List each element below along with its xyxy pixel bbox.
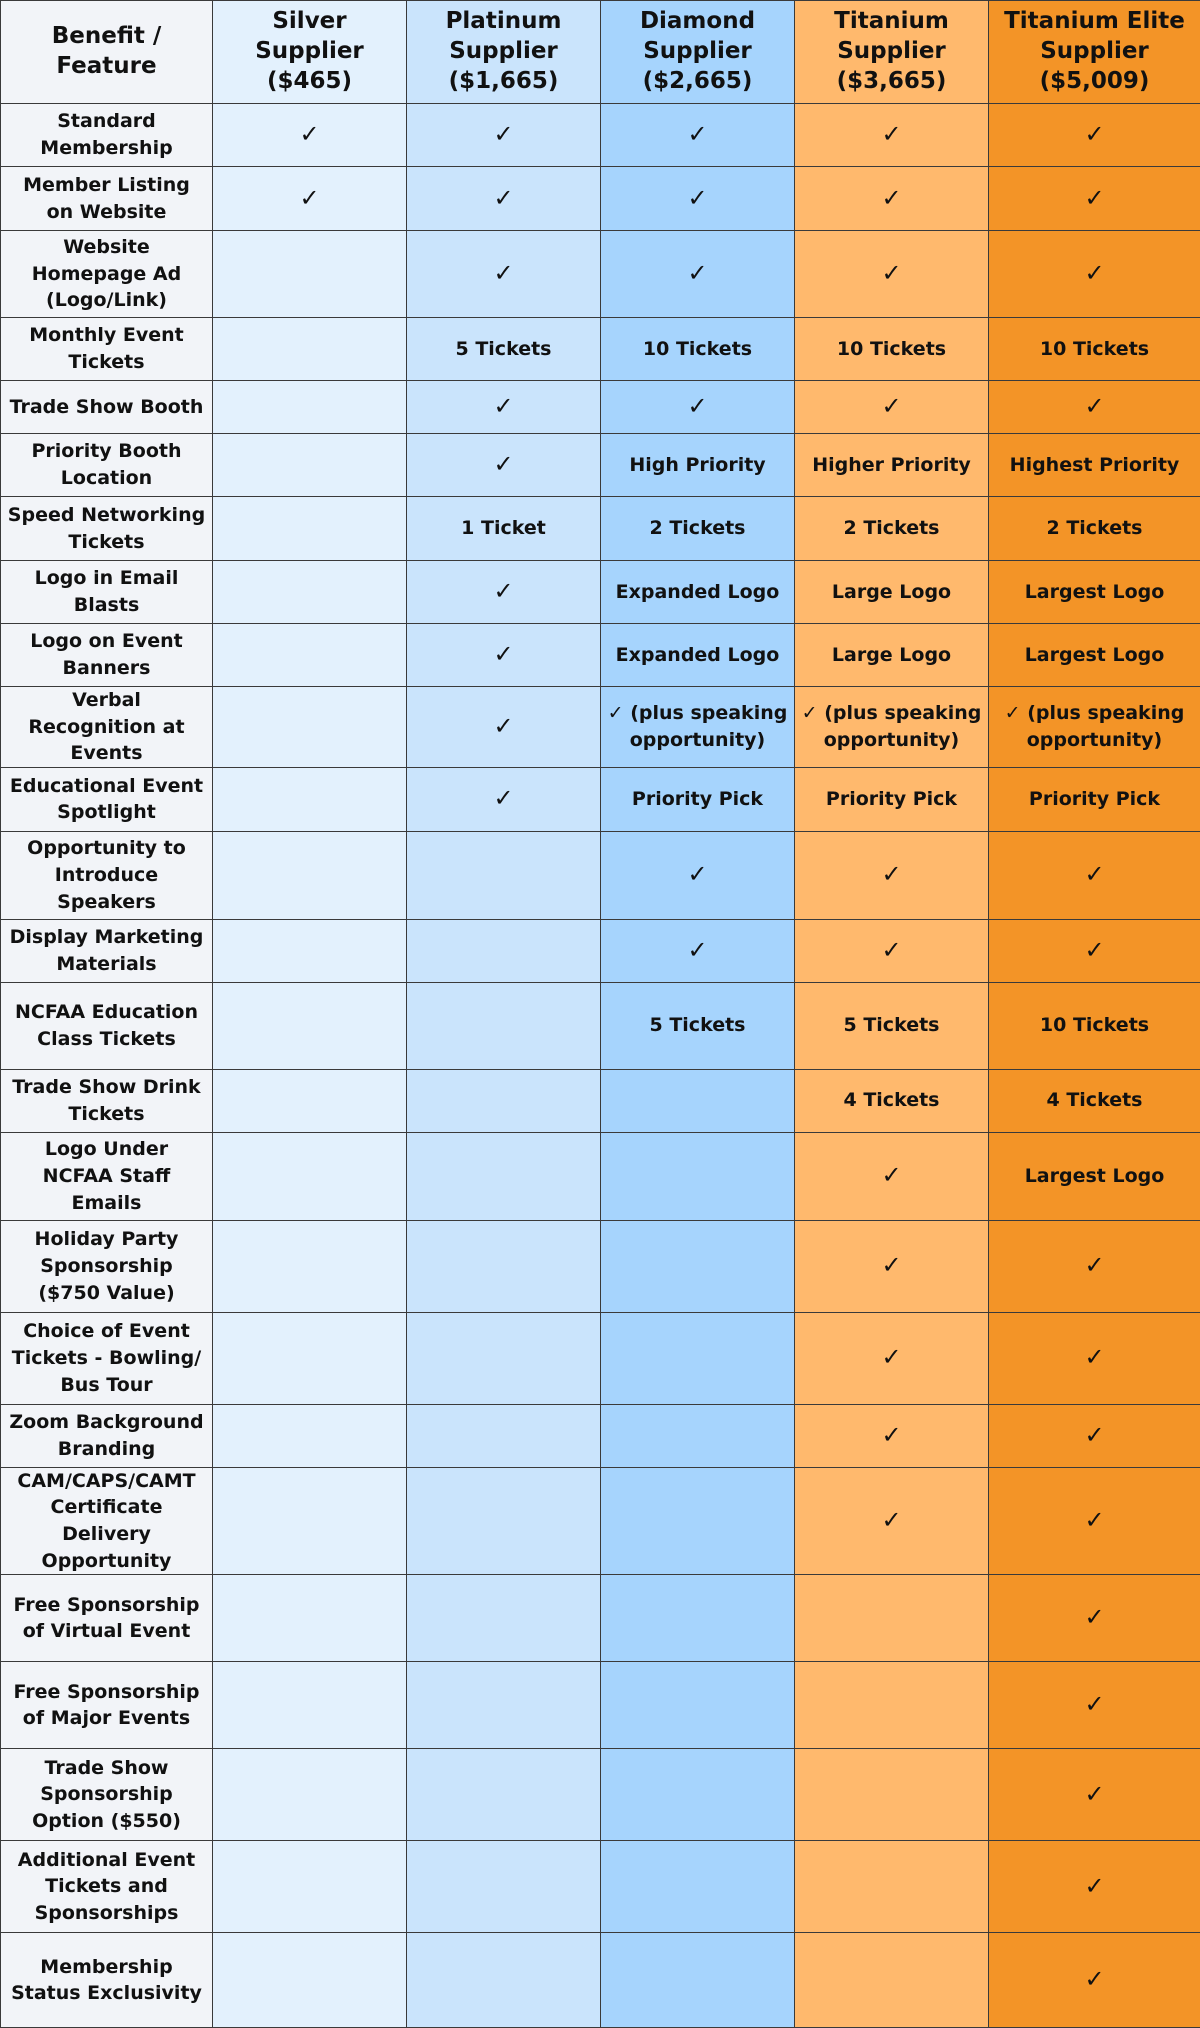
silver-cell [213,1220,407,1312]
titanium-elite-cell: Priority Pick [989,767,1200,831]
titanium-elite-cell: Largest Logo [989,1132,1200,1220]
benefit-label: Trade Show Booth [1,381,213,434]
diamond-cell: 5 Tickets [601,982,795,1069]
titanium-elite-cell: 10 Tickets [989,982,1200,1069]
benefit-label: Trade Show Sponsorship Option ($550) [1,1749,213,1841]
titanium-cell: ✓ [795,1404,989,1467]
titanium-cell: ✓ [795,231,989,318]
benefit-label: NCFAA Education Class Tickets [1,982,213,1069]
header-row [1,1,1200,104]
titanium-elite-cell: ✓ [989,1749,1200,1841]
platinum-cell [407,1662,601,1749]
titanium-cell: ✓ [795,381,989,434]
table-row [1,561,1200,624]
diamond-cell [601,1933,795,2028]
benefit-label: Opportunity to Introduce Speakers [1,831,213,919]
diamond-cell [601,1312,795,1404]
silver-cell [213,1312,407,1404]
table-row [1,1933,1200,2028]
platinum-cell [407,1069,601,1132]
benefit-label: Logo Under NCFAA Staff Emails [1,1132,213,1220]
platinum-cell: ✓ [407,434,601,497]
titanium-cell [795,1933,989,2028]
benefit-label: Website Homepage Ad (Logo/Link) [1,231,213,318]
titanium-cell: ✓ [795,831,989,919]
table-row [1,434,1200,497]
diamond-cell [601,1132,795,1220]
table-row [1,1662,1200,1749]
silver-cell [213,561,407,624]
platinum-cell [407,919,601,982]
silver-cell [213,1132,407,1220]
silver-cell [213,687,407,768]
platinum-cell: ✓ [407,767,601,831]
titanium-cell [795,1575,989,1662]
titanium-cell: 10 Tickets [795,318,989,381]
titanium-elite-cell: ✓ [989,1312,1200,1404]
titanium-elite-cell: ✓ [989,1841,1200,1933]
table-row [1,381,1200,434]
header-titanium-elite-supplier: Titanium Elite Supplier ($5,009) [989,1,1200,104]
silver-cell [213,434,407,497]
titanium-elite-cell: ✓ [989,1404,1200,1467]
diamond-cell [601,1220,795,1312]
table-body [1,104,1200,2028]
benefit-label: Zoom Background Branding [1,1404,213,1467]
platinum-cell [407,1220,601,1312]
platinum-cell: ✓ [407,561,601,624]
silver-cell [213,1662,407,1749]
benefit-label: Standard Membership [1,104,213,167]
diamond-cell: ✓ [601,104,795,167]
silver-cell [213,497,407,561]
diamond-cell [601,1841,795,1933]
table-row [1,1312,1200,1404]
titanium-cell: Large Logo [795,561,989,624]
benefit-label: Logo in Email Blasts [1,561,213,624]
silver-cell [213,624,407,687]
platinum-cell: ✓ [407,687,601,768]
diamond-cell [601,1404,795,1467]
titanium-elite-cell: ✓ [989,1220,1200,1312]
header-silver-supplier: Silver Supplier ($465) [213,1,407,104]
titanium-cell: Higher Priority [795,434,989,497]
benefit-label: Member Listing on Website [1,167,213,231]
titanium-elite-cell: ✓ [989,381,1200,434]
diamond-cell [601,1575,795,1662]
titanium-elite-cell: ✓ [989,167,1200,231]
silver-cell [213,1404,407,1467]
benefit-label: Membership Status Exclusivity [1,1933,213,2028]
silver-cell [213,919,407,982]
silver-cell [213,1749,407,1841]
header-diamond-supplier: Diamond Supplier ($2,665) [601,1,795,104]
silver-cell [213,1933,407,2028]
table-row [1,1069,1200,1132]
titanium-cell: Large Logo [795,624,989,687]
benefit-label: Educational Event Spotlight [1,767,213,831]
table-row [1,1575,1200,1662]
benefit-label: Free Sponsorship of Major Events [1,1662,213,1749]
platinum-cell: ✓ [407,381,601,434]
titanium-cell: ✓ [795,104,989,167]
benefit-label: Speed Networking Tickets [1,497,213,561]
titanium-cell: ✓ [795,919,989,982]
benefit-label: Monthly Event Tickets [1,318,213,381]
table-row [1,497,1200,561]
diamond-cell: ✓ [601,919,795,982]
silver-cell [213,231,407,318]
table-row [1,318,1200,381]
diamond-cell: ✓ (plus speaking opportunity) [601,687,795,768]
diamond-cell: ✓ [601,831,795,919]
platinum-cell [407,831,601,919]
platinum-cell: ✓ [407,231,601,318]
benefit-label: Display Marketing Materials [1,919,213,982]
platinum-cell: ✓ [407,167,601,231]
table-row [1,1220,1200,1312]
platinum-cell: 5 Tickets [407,318,601,381]
table-row [1,1404,1200,1467]
table-row [1,1467,1200,1574]
diamond-cell: ✓ [601,381,795,434]
benefit-label: Verbal Recognition at Events [1,687,213,768]
benefit-label: Additional Event Tickets and Sponsorships [1,1841,213,1933]
titanium-elite-cell: ✓ [989,231,1200,318]
diamond-cell: Priority Pick [601,767,795,831]
header-platinum-supplier: Platinum Supplier ($1,665) [407,1,601,104]
platinum-cell [407,1841,601,1933]
header-titanium-supplier: Titanium Supplier ($3,665) [795,1,989,104]
titanium-cell: ✓ [795,1132,989,1220]
diamond-cell: Expanded Logo [601,561,795,624]
titanium-cell: ✓ [795,1467,989,1574]
titanium-cell: Priority Pick [795,767,989,831]
silver-cell [213,1467,407,1574]
silver-cell: ✓ [213,104,407,167]
titanium-elite-cell: ✓ [989,1575,1200,1662]
titanium-cell: ✓ [795,167,989,231]
table-row [1,231,1200,318]
titanium-elite-cell: Largest Logo [989,624,1200,687]
table-row [1,1132,1200,1220]
benefit-label: Trade Show Drink Tickets [1,1069,213,1132]
platinum-cell [407,1312,601,1404]
diamond-cell: ✓ [601,231,795,318]
benefit-label: Choice of Event Tickets - Bowling/ Bus Tour [1,1312,213,1404]
titanium-cell: ✓ (plus speaking opportunity) [795,687,989,768]
table-row [1,687,1200,768]
silver-cell: ✓ [213,167,407,231]
titanium-elite-cell: Highest Priority [989,434,1200,497]
silver-cell [213,831,407,919]
titanium-elite-cell: ✓ [989,1933,1200,2028]
table-row [1,982,1200,1069]
titanium-elite-cell: ✓ [989,1467,1200,1574]
titanium-elite-cell: 2 Tickets [989,497,1200,561]
titanium-elite-cell: Largest Logo [989,561,1200,624]
diamond-cell [601,1749,795,1841]
diamond-cell: High Priority [601,434,795,497]
silver-cell [213,1841,407,1933]
titanium-cell [795,1749,989,1841]
diamond-cell: 10 Tickets [601,318,795,381]
platinum-cell [407,1749,601,1841]
titanium-elite-cell: 10 Tickets [989,318,1200,381]
platinum-cell: ✓ [407,624,601,687]
platinum-cell [407,1132,601,1220]
table-row [1,767,1200,831]
platinum-cell: 1 Ticket [407,497,601,561]
silver-cell [213,767,407,831]
benefit-label: Logo on Event Banners [1,624,213,687]
header-benefit-feature: Benefit / Feature [1,1,213,104]
table-row [1,831,1200,919]
platinum-cell [407,1404,601,1467]
titanium-cell: ✓ [795,1220,989,1312]
diamond-cell: ✓ [601,167,795,231]
table-row [1,167,1200,231]
platinum-cell [407,1467,601,1574]
benefit-label: Holiday Party Sponsorship ($750 Value) [1,1220,213,1312]
silver-cell [213,318,407,381]
diamond-cell: 2 Tickets [601,497,795,561]
titanium-elite-cell: ✓ [989,104,1200,167]
titanium-elite-cell: ✓ (plus speaking opportunity) [989,687,1200,768]
titanium-cell: 4 Tickets [795,1069,989,1132]
diamond-cell [601,1662,795,1749]
titanium-elite-cell: ✓ [989,831,1200,919]
titanium-cell: 5 Tickets [795,982,989,1069]
benefit-label: CAM/CAPS/CAMT Certificate Delivery Opportunity [1,1467,213,1574]
titanium-cell: 2 Tickets [795,497,989,561]
silver-cell [213,1575,407,1662]
titanium-elite-cell: ✓ [989,1662,1200,1749]
platinum-cell: ✓ [407,104,601,167]
silver-cell [213,1069,407,1132]
titanium-elite-cell: 4 Tickets [989,1069,1200,1132]
benefit-label: Free Sponsorship of Virtual Event [1,1575,213,1662]
titanium-elite-cell: ✓ [989,919,1200,982]
titanium-cell: ✓ [795,1312,989,1404]
platinum-cell [407,982,601,1069]
diamond-cell [601,1467,795,1574]
table-row [1,104,1200,167]
silver-cell [213,381,407,434]
table-row [1,1749,1200,1841]
table-row [1,1841,1200,1933]
benefit-label: Priority Booth Location [1,434,213,497]
diamond-cell [601,1069,795,1132]
table-row [1,624,1200,687]
table-row [1,919,1200,982]
platinum-cell [407,1933,601,2028]
titanium-cell [795,1841,989,1933]
platinum-cell [407,1575,601,1662]
silver-cell [213,982,407,1069]
titanium-cell [795,1662,989,1749]
diamond-cell: Expanded Logo [601,624,795,687]
